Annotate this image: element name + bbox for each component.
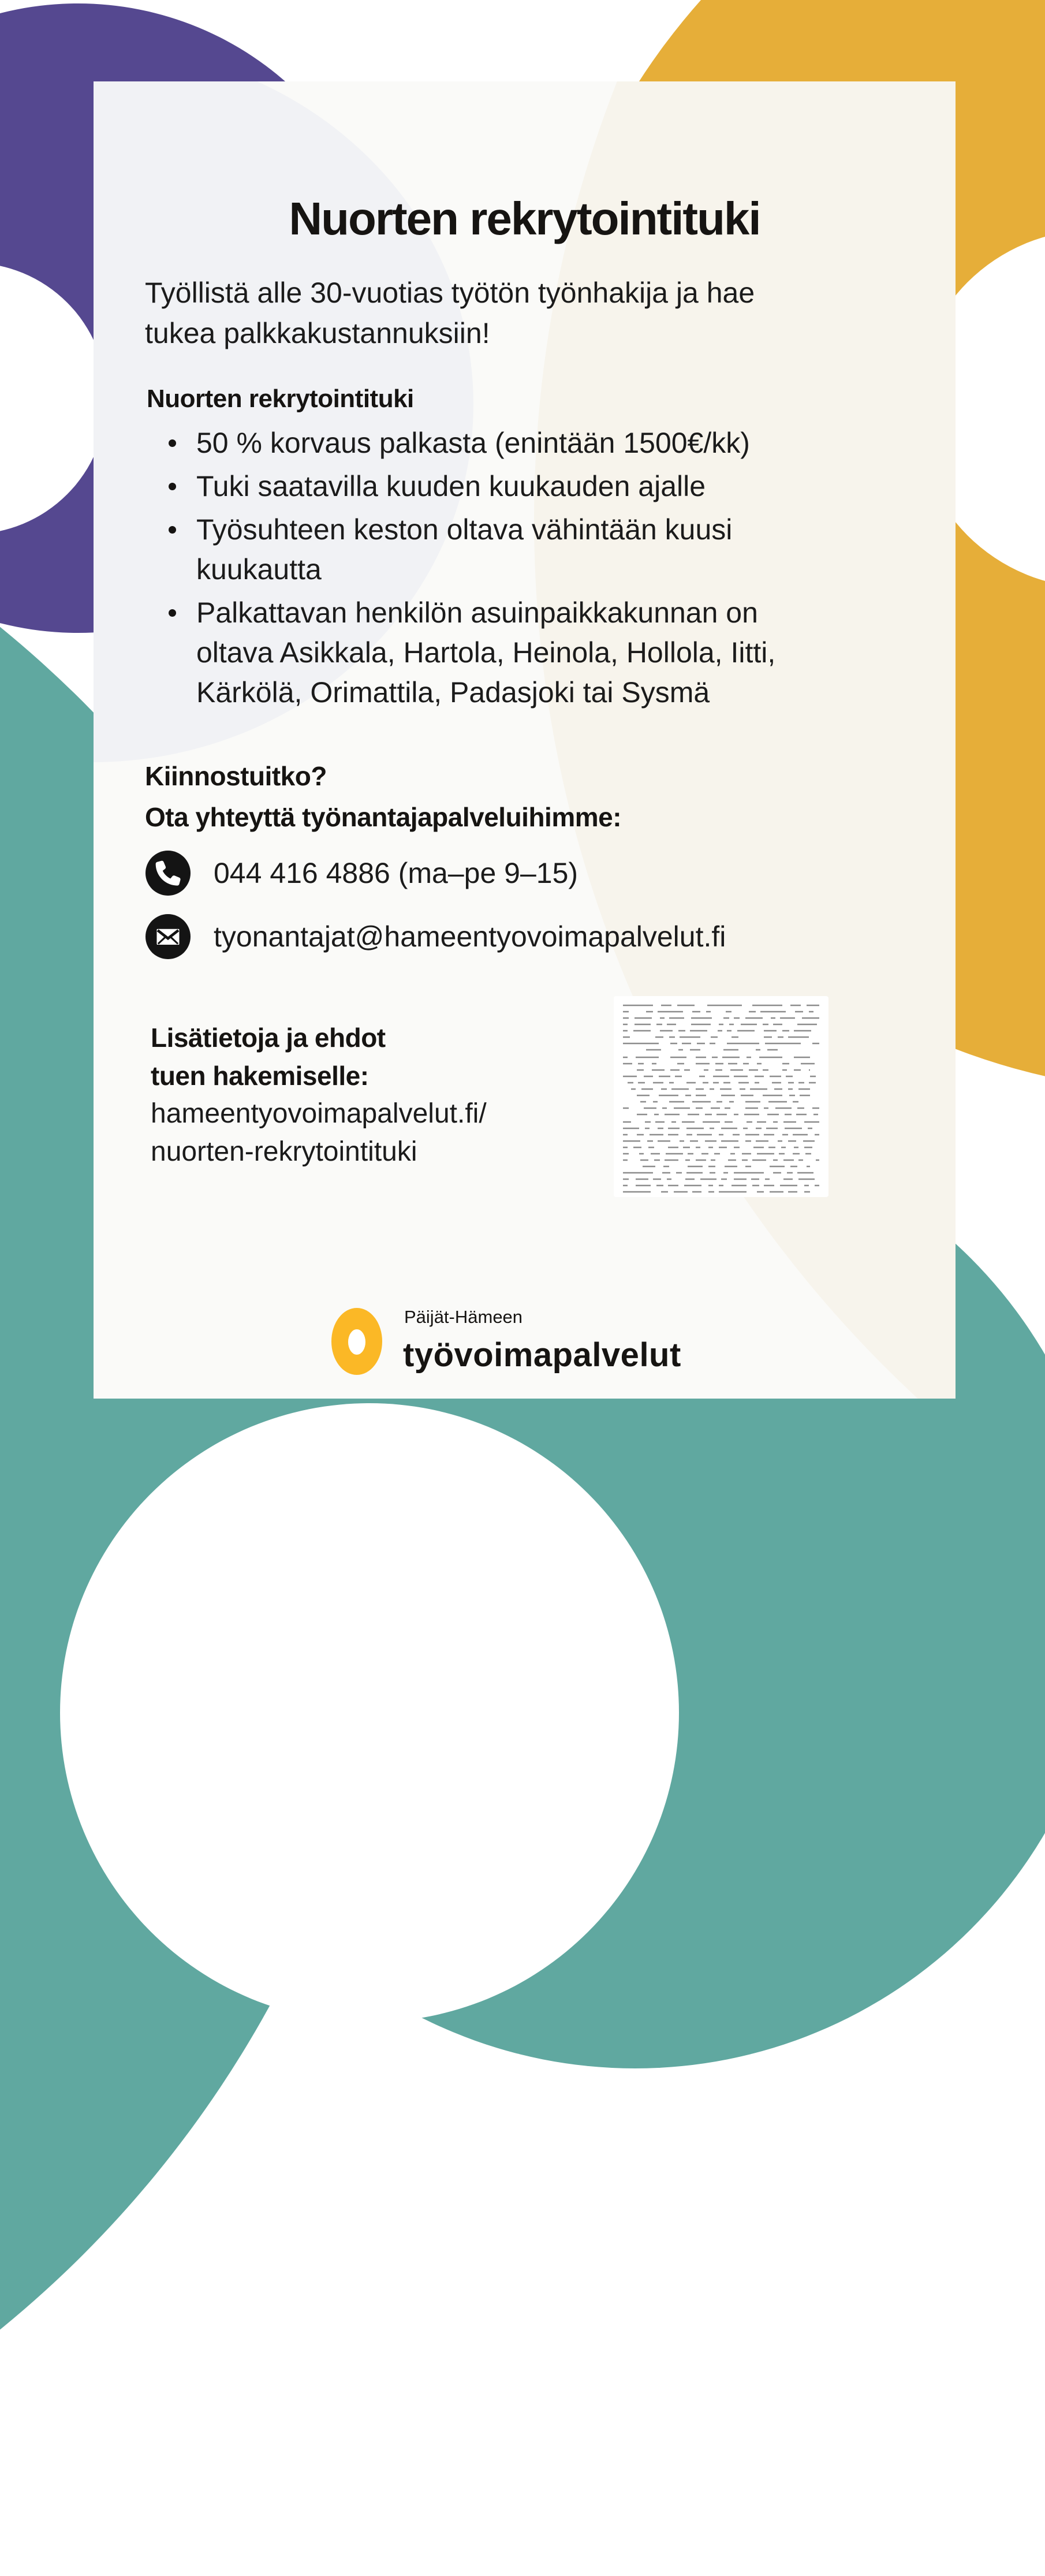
bullet-dot bbox=[169, 526, 176, 534]
qr-code bbox=[614, 996, 828, 1197]
poster-card bbox=[94, 81, 956, 1399]
bullet-dot bbox=[169, 609, 176, 617]
bullet-dot bbox=[169, 439, 176, 447]
info-label-line: tuen hakemiselle: bbox=[151, 1061, 369, 1091]
phone-number: 044 416 4886 (ma–pe 9–15) bbox=[214, 857, 579, 889]
intro-text bbox=[145, 273, 919, 353]
info-url-line: nuorten-rekrytointituki bbox=[151, 1136, 417, 1167]
bullet-dot bbox=[169, 483, 176, 490]
envelope-icon bbox=[145, 914, 191, 959]
benefit-line: oltava Asikkala, Hartola, Heinola, Hollola, Iitti, bbox=[196, 636, 776, 669]
email-address: tyonantajat@hameentyovoimapalvelut.fi bbox=[214, 920, 726, 953]
intro-line: tukea palkkakustannuksiin! bbox=[145, 317, 490, 349]
info-label-line: Lisätietoja ja ehdot bbox=[151, 1023, 386, 1053]
contact-heading bbox=[145, 756, 621, 838]
intro-line: Työllistä alle 30-vuotias työtön työnhakija ja hae bbox=[145, 277, 755, 309]
benefits-list bbox=[169, 423, 873, 716]
white-bite-circle bbox=[60, 1403, 679, 2022]
list-item bbox=[169, 510, 873, 590]
logo-name-text: työvoimapalvelut bbox=[403, 1336, 681, 1374]
benefit-line: 50 % korvaus palkasta (enintään 1500€/kk) bbox=[196, 427, 750, 459]
list-item bbox=[169, 593, 873, 713]
contact-cta: Ota yhteyttä työnantajapalveluihimme: bbox=[145, 802, 622, 832]
benefits-heading: Nuorten rekrytointituki bbox=[147, 385, 414, 413]
logo-region-text: Päijät-Hämeen bbox=[404, 1307, 523, 1327]
contact-question: Kiinnostuitko? bbox=[145, 761, 327, 791]
benefit-line: Kärkölä, Orimattila, Padasjoki tai Sysmä bbox=[196, 676, 710, 709]
benefit-line: Palkattavan henkilön asuinpaikkakunnan on bbox=[196, 597, 758, 629]
phone-receiver-icon bbox=[145, 851, 191, 896]
more-info-block bbox=[151, 1019, 487, 1171]
page-title: Nuorten rekrytointituki bbox=[289, 192, 760, 244]
benefit-line: Työsuhteen keston oltava vähintään kuusi bbox=[196, 513, 733, 546]
qr-pattern bbox=[614, 996, 828, 1197]
list-item bbox=[169, 467, 873, 506]
donut-o-logo-icon bbox=[331, 1308, 382, 1375]
benefit-line: kuukautta bbox=[196, 553, 322, 586]
benefit-line: Tuki saatavilla kuuden kuukauden ajalle bbox=[196, 470, 706, 502]
info-url-line: hameentyovoimapalvelut.fi/ bbox=[151, 1098, 487, 1129]
list-item bbox=[169, 423, 873, 463]
